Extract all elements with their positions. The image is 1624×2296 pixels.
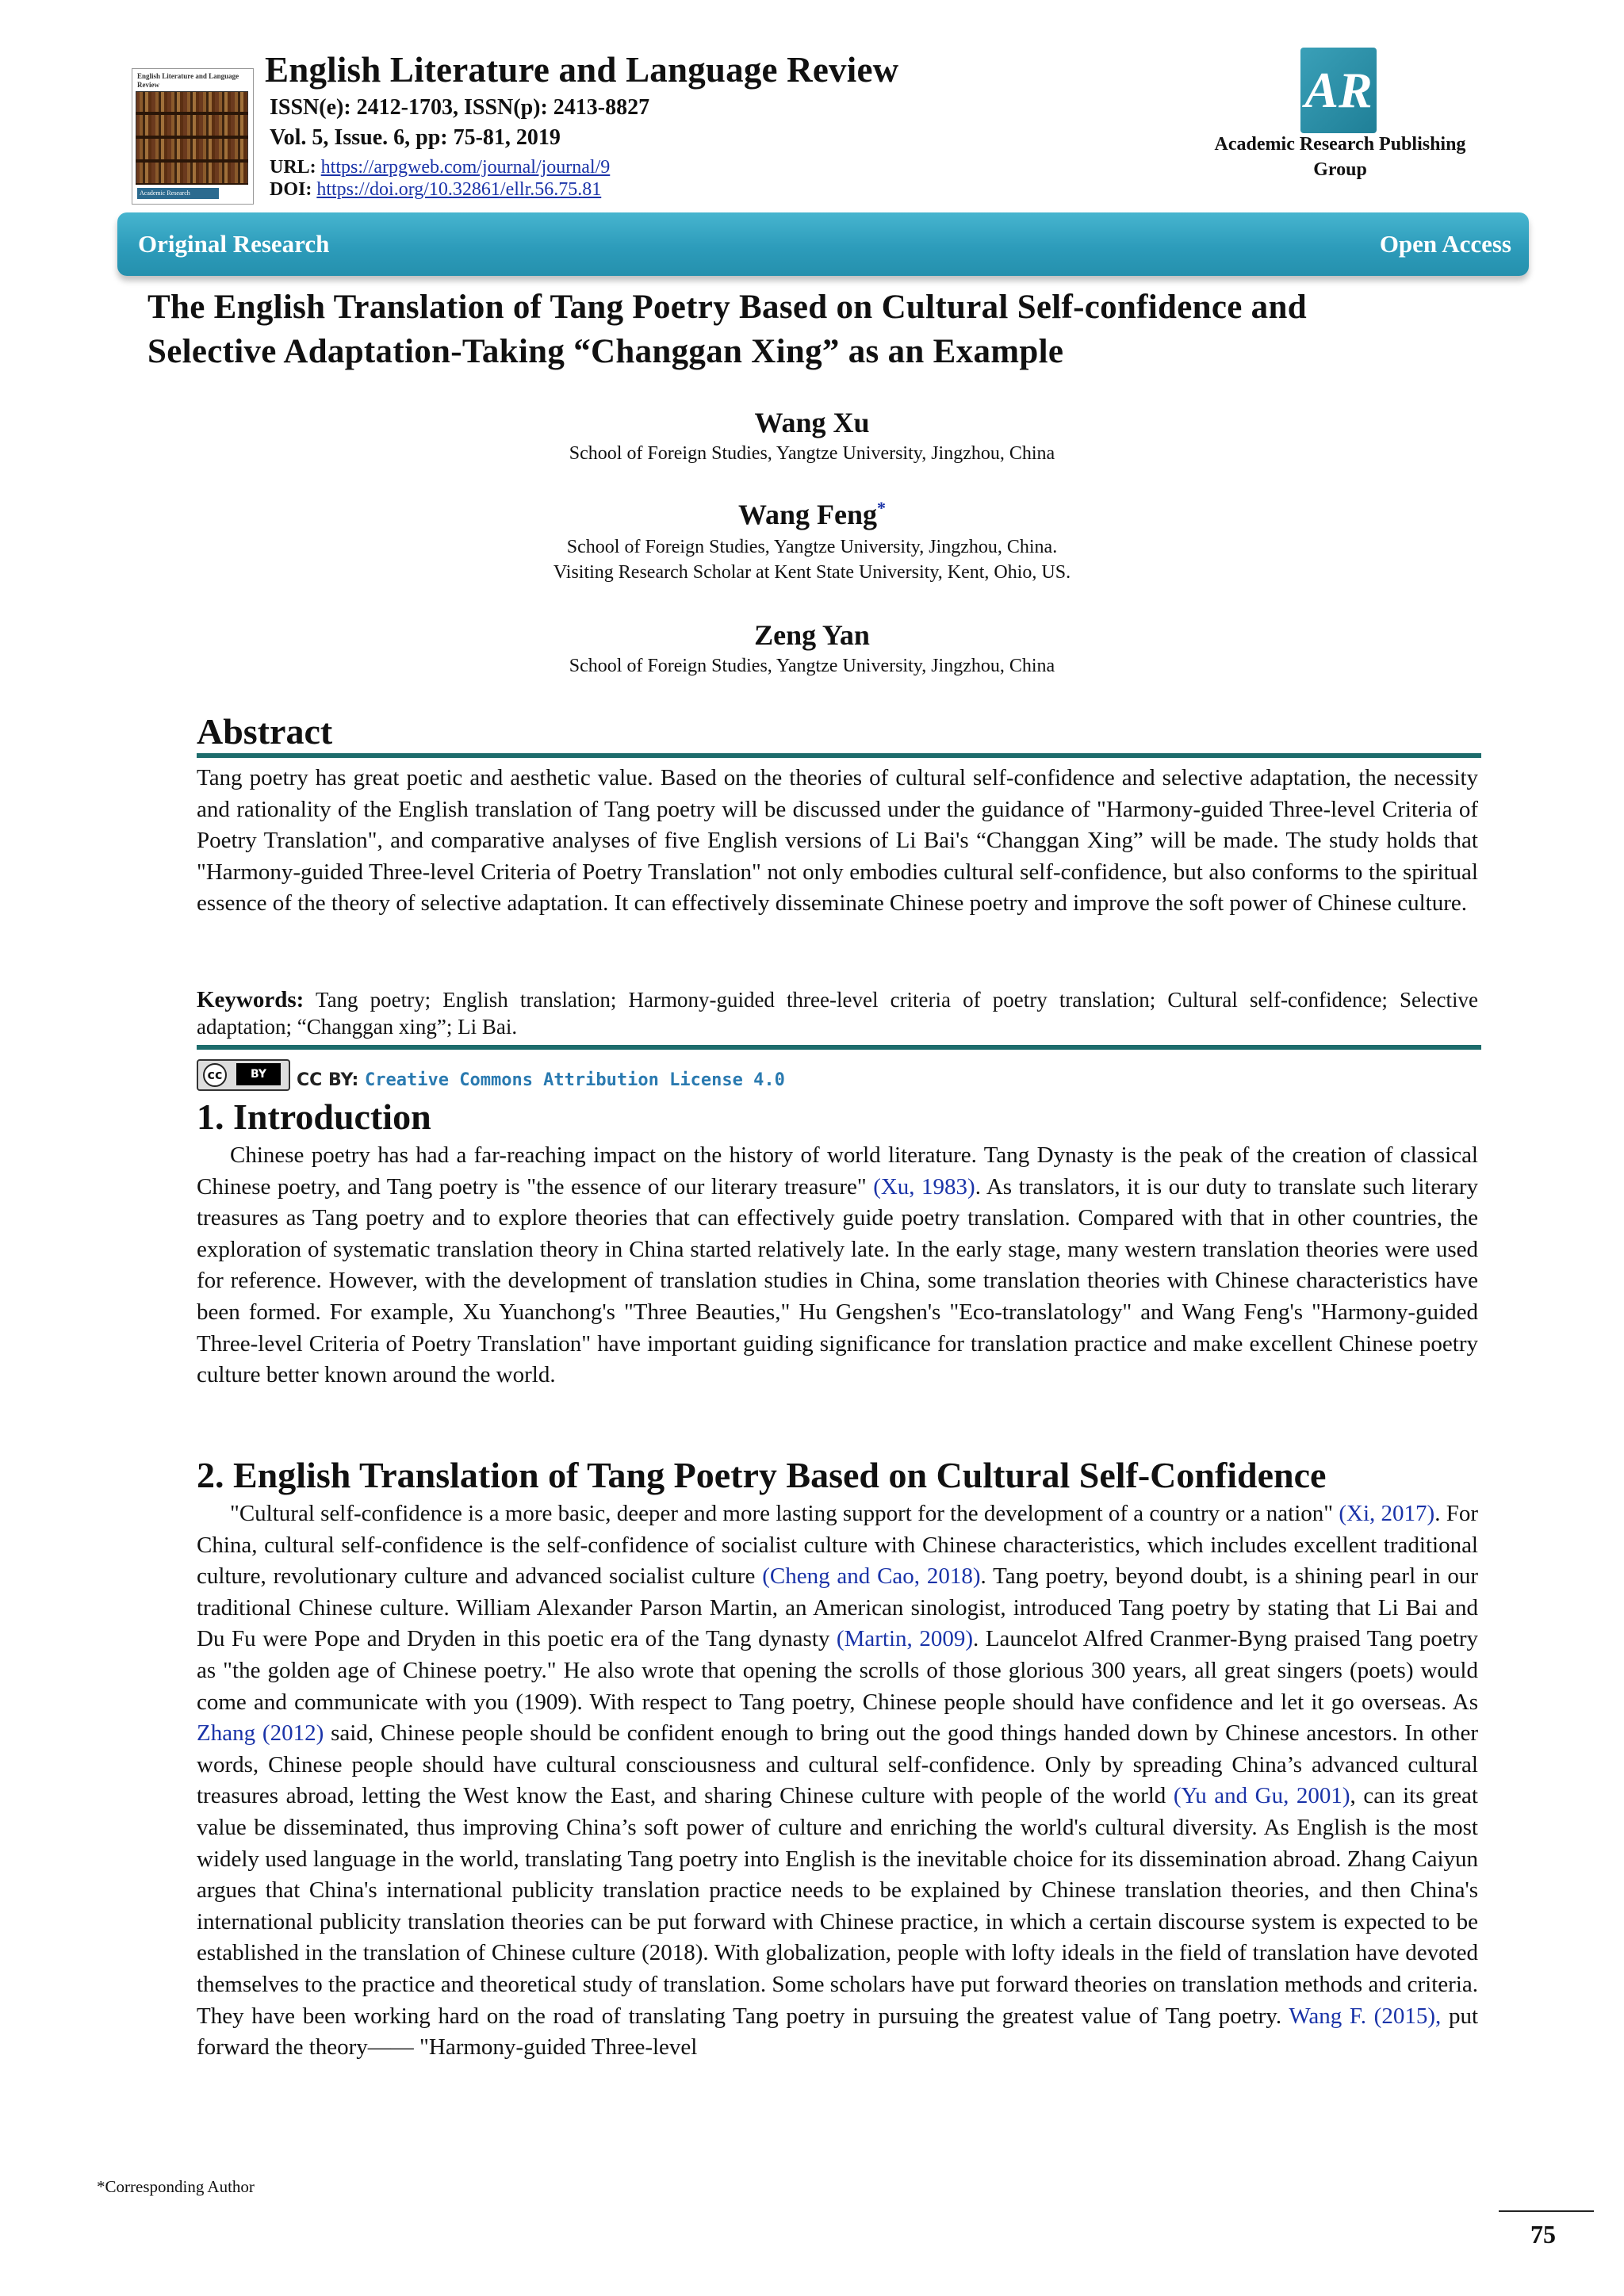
- journal-title: English Literature and Language Review: [265, 50, 899, 90]
- keywords-label: Keywords:: [197, 987, 304, 1012]
- citation-link[interactable]: (Xi, 2017): [1339, 1501, 1435, 1526]
- author-affiliation: School of Foreign Studies, Yangtze University, Jingzhou, China.: [566, 537, 1058, 557]
- doi-link[interactable]: https://doi.org/10.32861/ellr.56.75.81: [316, 179, 602, 200]
- keywords: [197, 986, 1478, 1040]
- paper-title: The English Translation of Tang Poetry Based on Cultural Self-confidence and Selective Adaptation-Taking “Changgan Xing” as an Example: [147, 289, 1307, 370]
- journal-url-line: [270, 157, 610, 178]
- author-name: Wang Feng*: [737, 498, 887, 530]
- keywords-list: Tang poetry; English translation; Harmony-guided three-level criteria of poetry translation; Cultural self-confidence; Selective adaptation; “Changgan xing”; Li Bai.: [197, 988, 1479, 1039]
- author-affiliation: School of Foreign Studies, Yangtze University, Jingzhou, China: [569, 443, 1055, 464]
- corresponding-mark[interactable]: *: [877, 498, 887, 518]
- article-type-banner: [117, 212, 1529, 276]
- journal-volume: Vol. 5, Issue. 6, pp: 75-81, 2019: [270, 125, 561, 150]
- cover-title: English Literature and Language Review: [137, 72, 239, 89]
- journal-url-link[interactable]: https://arpgweb.com/journal/journal/9: [320, 157, 611, 178]
- bookshelf-image: [136, 91, 248, 185]
- citation-link[interactable]: Zhang (2012): [197, 1720, 324, 1747]
- citation-link[interactable]: (Xu, 1983): [873, 1173, 975, 1200]
- license-line: [297, 1070, 785, 1090]
- journal-cover-image: [132, 68, 254, 205]
- author-affiliation-2: Visiting Research Scholar at Kent State University, Kent, Ohio, US.: [553, 562, 1071, 583]
- open-access-label: Open Access: [1379, 230, 1511, 258]
- abstract-top-rule: [197, 753, 1481, 758]
- original-research-label: Original Research: [138, 230, 330, 258]
- author-name: Zeng Yan: [754, 619, 870, 651]
- license-link[interactable]: Creative Commons Attribution License 4.0: [365, 1070, 785, 1090]
- citation-link[interactable]: (Martin, 2009): [836, 1626, 973, 1652]
- section-heading-introduction: 1. Introduction: [197, 1096, 431, 1137]
- cc-by-badge[interactable]: [197, 1059, 290, 1091]
- license-label: CC BY:: [297, 1070, 359, 1090]
- doi-label: DOI:: [270, 179, 312, 200]
- url-label: URL:: [270, 157, 316, 178]
- author-affiliation: School of Foreign Studies, Yangtze University, Jingzhou, China: [569, 656, 1055, 676]
- abstract-heading: Abstract: [197, 711, 333, 752]
- cc-icon: cc: [203, 1063, 227, 1087]
- citation-link[interactable]: (Yu and Gu, 2001): [1173, 1783, 1350, 1809]
- journal-doi-line: [270, 179, 601, 201]
- introduction-paragraph: Chinese poetry has had a far-reaching impact on the history of world literature. Tang Dynasty is the peak of the creation of classical Chinese poetry, and Tang poetry is "the essence of our literary treasure" (Xu, 1983). As translators, it is our duty to translate such literary treasures as Tang poetry and to explore theories that can effectively guide poetry translation. Compared with that in other countries, the exploration of systematic translation theory in China started relatively late. In the early stage, many western translation theories were used for reference. However, with the development of translation studies in China, some translation theories with Chinese characteristics have been formed. For example, Xu Yuanchong's "Three Beauties," Hu Gengshen's "Eco-translatology" and Wang Feng's "Harmony-guided Three-level Criteria of Poetry Translation" have important guiding significance for translation practice and make excellent Chinese poetry culture better known around the world.: [197, 1142, 1478, 1388]
- publisher-name: Academic Research Publishing Group: [1214, 134, 1466, 180]
- footer-rule: [1499, 2210, 1594, 2212]
- publisher-logo: AR: [1300, 48, 1377, 133]
- section-heading-cultural-self-confidence: 2. English Translation of Tang Poetry Based on Cultural Self-Confidence: [197, 1455, 1327, 1495]
- abstract-bottom-rule: [197, 1045, 1481, 1050]
- cover-publisher-logo: Academic Research: [137, 188, 219, 199]
- section2-paragraph: "Cultural self-confidence is a more basic, deeper and more lasting support for the development of a country or a nation" (Xi, 2017). For China, cultural self-confidence is the self-confidence of socialist culture with Chinese characteristics, which includes excellent traditional culture, revolutionary culture and advanced socialist culture (Cheng and Cao, 2018). Tang poetry, beyond doubt, is a shining pearl in our traditional Chinese culture. William Alexander Parson Martin, an American sinologist, introduced Tang poetry by stating that Li Bai and Du Fu were Pope and Dryden in this poetic era of the Tang dynasty (Martin, 2009). Launcelot Alfred Cranmer-Byng praised Tang poetry as "the golden age of Chinese poetry." He also wrote that opening the scrolls of those glorious 300 years, all great singers (poets) would come and communicate with you (1909). With respect to Tang poetry, Chinese people should have confidence and let it go overseas. As Zhang (2012) said, Chinese people should be confident enough to bring out the good things handed down by Chinese ancestors. In other words, Chinese people should have cultural consciousness and cultural self-confidence. Only by spreading China’s advanced cultural treasures abroad, letting the West know the East, and sharing Chinese culture with people of the world (Yu and Gu, 2001), can its great value be disseminated, thus improving China’s soft power of culture and enriching the world's cultural diversity. As English is the most widely used language in the world, translating Tang poetry into English is the inevitable choice for its dissemination abroad. Zhang Caiyun argues that China's international publicity translation practice needs to be explained by Chinese translation theories, and then China's international publicity translation theories can be put forward with Chinese practice, in which a certain discourse system is expected to be established in the translation of Chinese culture (2018). With globalization, people with lofty ideals in the field of translation have devoted themselves to the practice and theoretical study of translation. Some scholars have put forward theories on translation methods and criteria. They have been working hard on the road of translating Tang poetry in pursuing the greatest value of Tang poetry. Wang F. (2015), put forward the theory—— "Harmony-guided Three-level: [197, 1501, 1478, 2061]
- journal-issn: ISSN(e): 2412-1703, ISSN(p): 2413-8827: [270, 95, 650, 120]
- abstract-text: Tang poetry has great poetic and aesthetic value. Based on the theories of cultural self-confidence and selective adaptation, the necessity and rationality of the English translation of Tang poetry will be discussed under the guidance of "Harmony-guided Three-level Criteria of Poetry Translation", and comparative analyses of five English versions of Li Bai's “Changgan Xing” will be made. The study holds that "Harmony-guided Three-level Criteria of Poetry Translation" not only embodies cultural self-confidence, but also conforms to the spiritual essence of the theory of selective adaptation. It can effectively disseminate Chinese poetry and improve the soft power of Chinese culture.: [197, 765, 1478, 916]
- by-icon: BY: [236, 1063, 281, 1085]
- citation-link[interactable]: Wang F. (2015),: [1289, 2003, 1442, 2029]
- page-number: 75: [1530, 2220, 1556, 2248]
- corresponding-author-note: *Corresponding Author: [97, 2177, 255, 2196]
- author-name: Wang Xu: [754, 407, 870, 438]
- citation-link[interactable]: (Cheng and Cao, 2018): [762, 1563, 981, 1590]
